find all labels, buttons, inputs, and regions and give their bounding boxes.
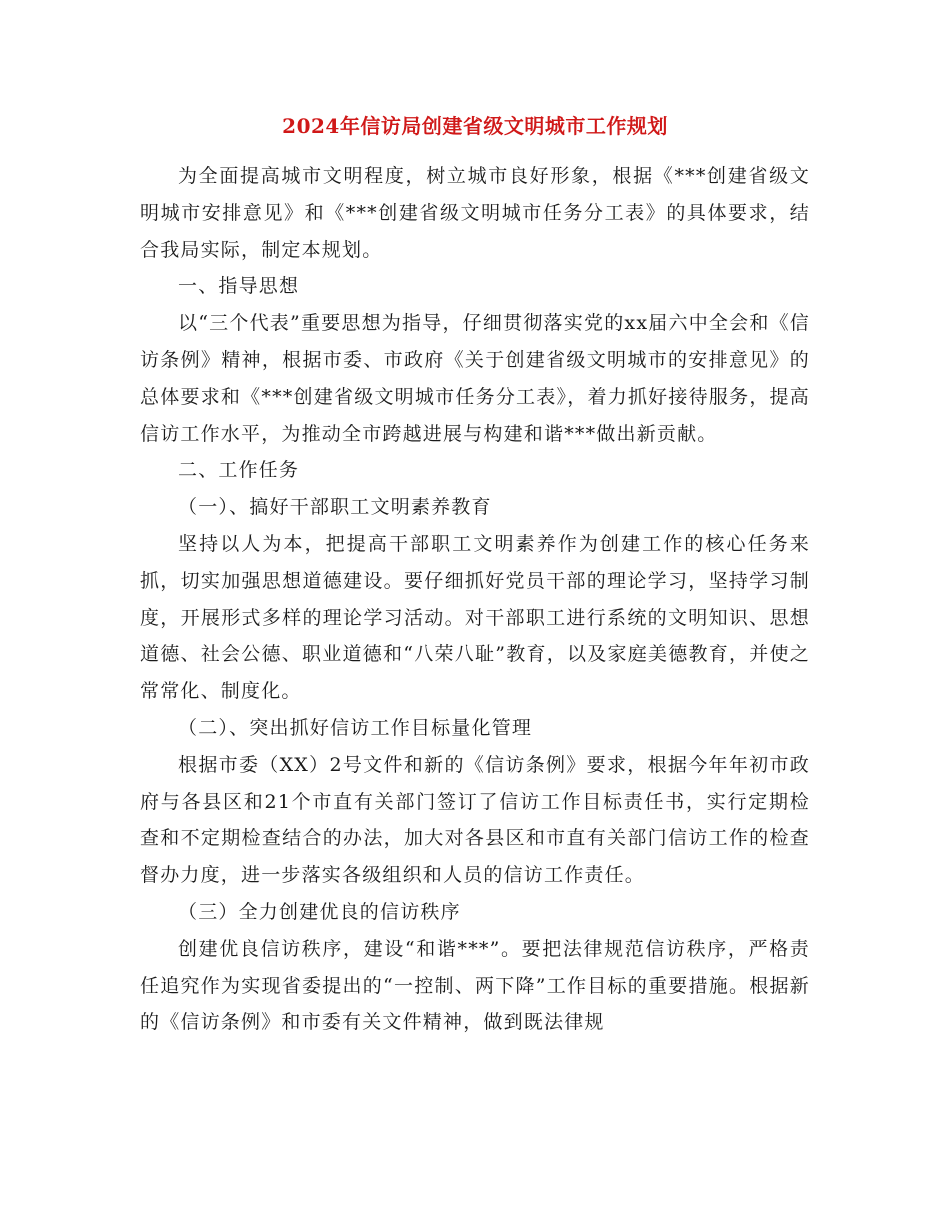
document-title: 2024年信访局创建省级文明城市工作规划	[282, 114, 668, 138]
section-heading-work-tasks: 二、工作任务	[178, 459, 300, 482]
paragraph-guiding-thought: 以“三个代表”重要思想为指导，仔细贯彻落实党的xx届六中全会和《信访条例》精神，根据市委、市政府《关于创建省级文明城市的安排意见》的总体要求和《***创建省级文明城市任务分工表》，着力抓好接待服务，提高信访工作水平，为推动全市跨越进展与构建和谐***做出新贡献。	[140, 312, 810, 445]
subsection-heading-target-management: （二）、突出抓好信访工作目标量化管理	[178, 716, 533, 739]
paragraph-target-management: 根据市委（XX）2号文件和新的《信访条例》要求，根据今年年初市政府与各县区和21个市直有关部门签订了信访工作目标责任书，实行定期检查和不定期检查结合的办法，加大对各县区和市直有关部门信访工作的检查督办力度，进一步落实各级组织和人员的信访工作责任。	[140, 753, 810, 887]
section-heading-guiding-thought: 一、指导思想	[178, 275, 300, 298]
paragraph-intro: 为全面提高城市文明程度，树立城市良好形象，根据《***创建省级文明城市安排意见》和《***创建省级文明城市任务分工表》的具体要求，结合我局实际，制定本规划。	[140, 165, 810, 261]
paragraph-education: 坚持以人为本，把提高干部职工文明素养作为创建工作的核心任务来抓，切实加强思想道德建设。要仔细抓好党员干部的理论学习，坚持学习制度，开展形式多样的理论学习活动。对干部职工进行系统的文明知识、思想道德、社会公德、职业道德和“八荣八耻”教育，以及家庭美德教育，并使之常常化、制度化。	[140, 532, 810, 703]
subsection-heading-order: （三）全力创建优良的信访秩序	[178, 900, 461, 923]
subsection-heading-education: （一）、搞好干部职工文明素养教育	[178, 496, 492, 519]
paragraph-order: 创建优良信访秩序，建设“和谐***”。要把法律规范信访秩序，严格责任追究作为实现省委提出的“一控制、两下降”工作目标的重要措施。根据新的《信访条例》和市委有关文件精神，做到既法律规	[140, 937, 810, 1034]
